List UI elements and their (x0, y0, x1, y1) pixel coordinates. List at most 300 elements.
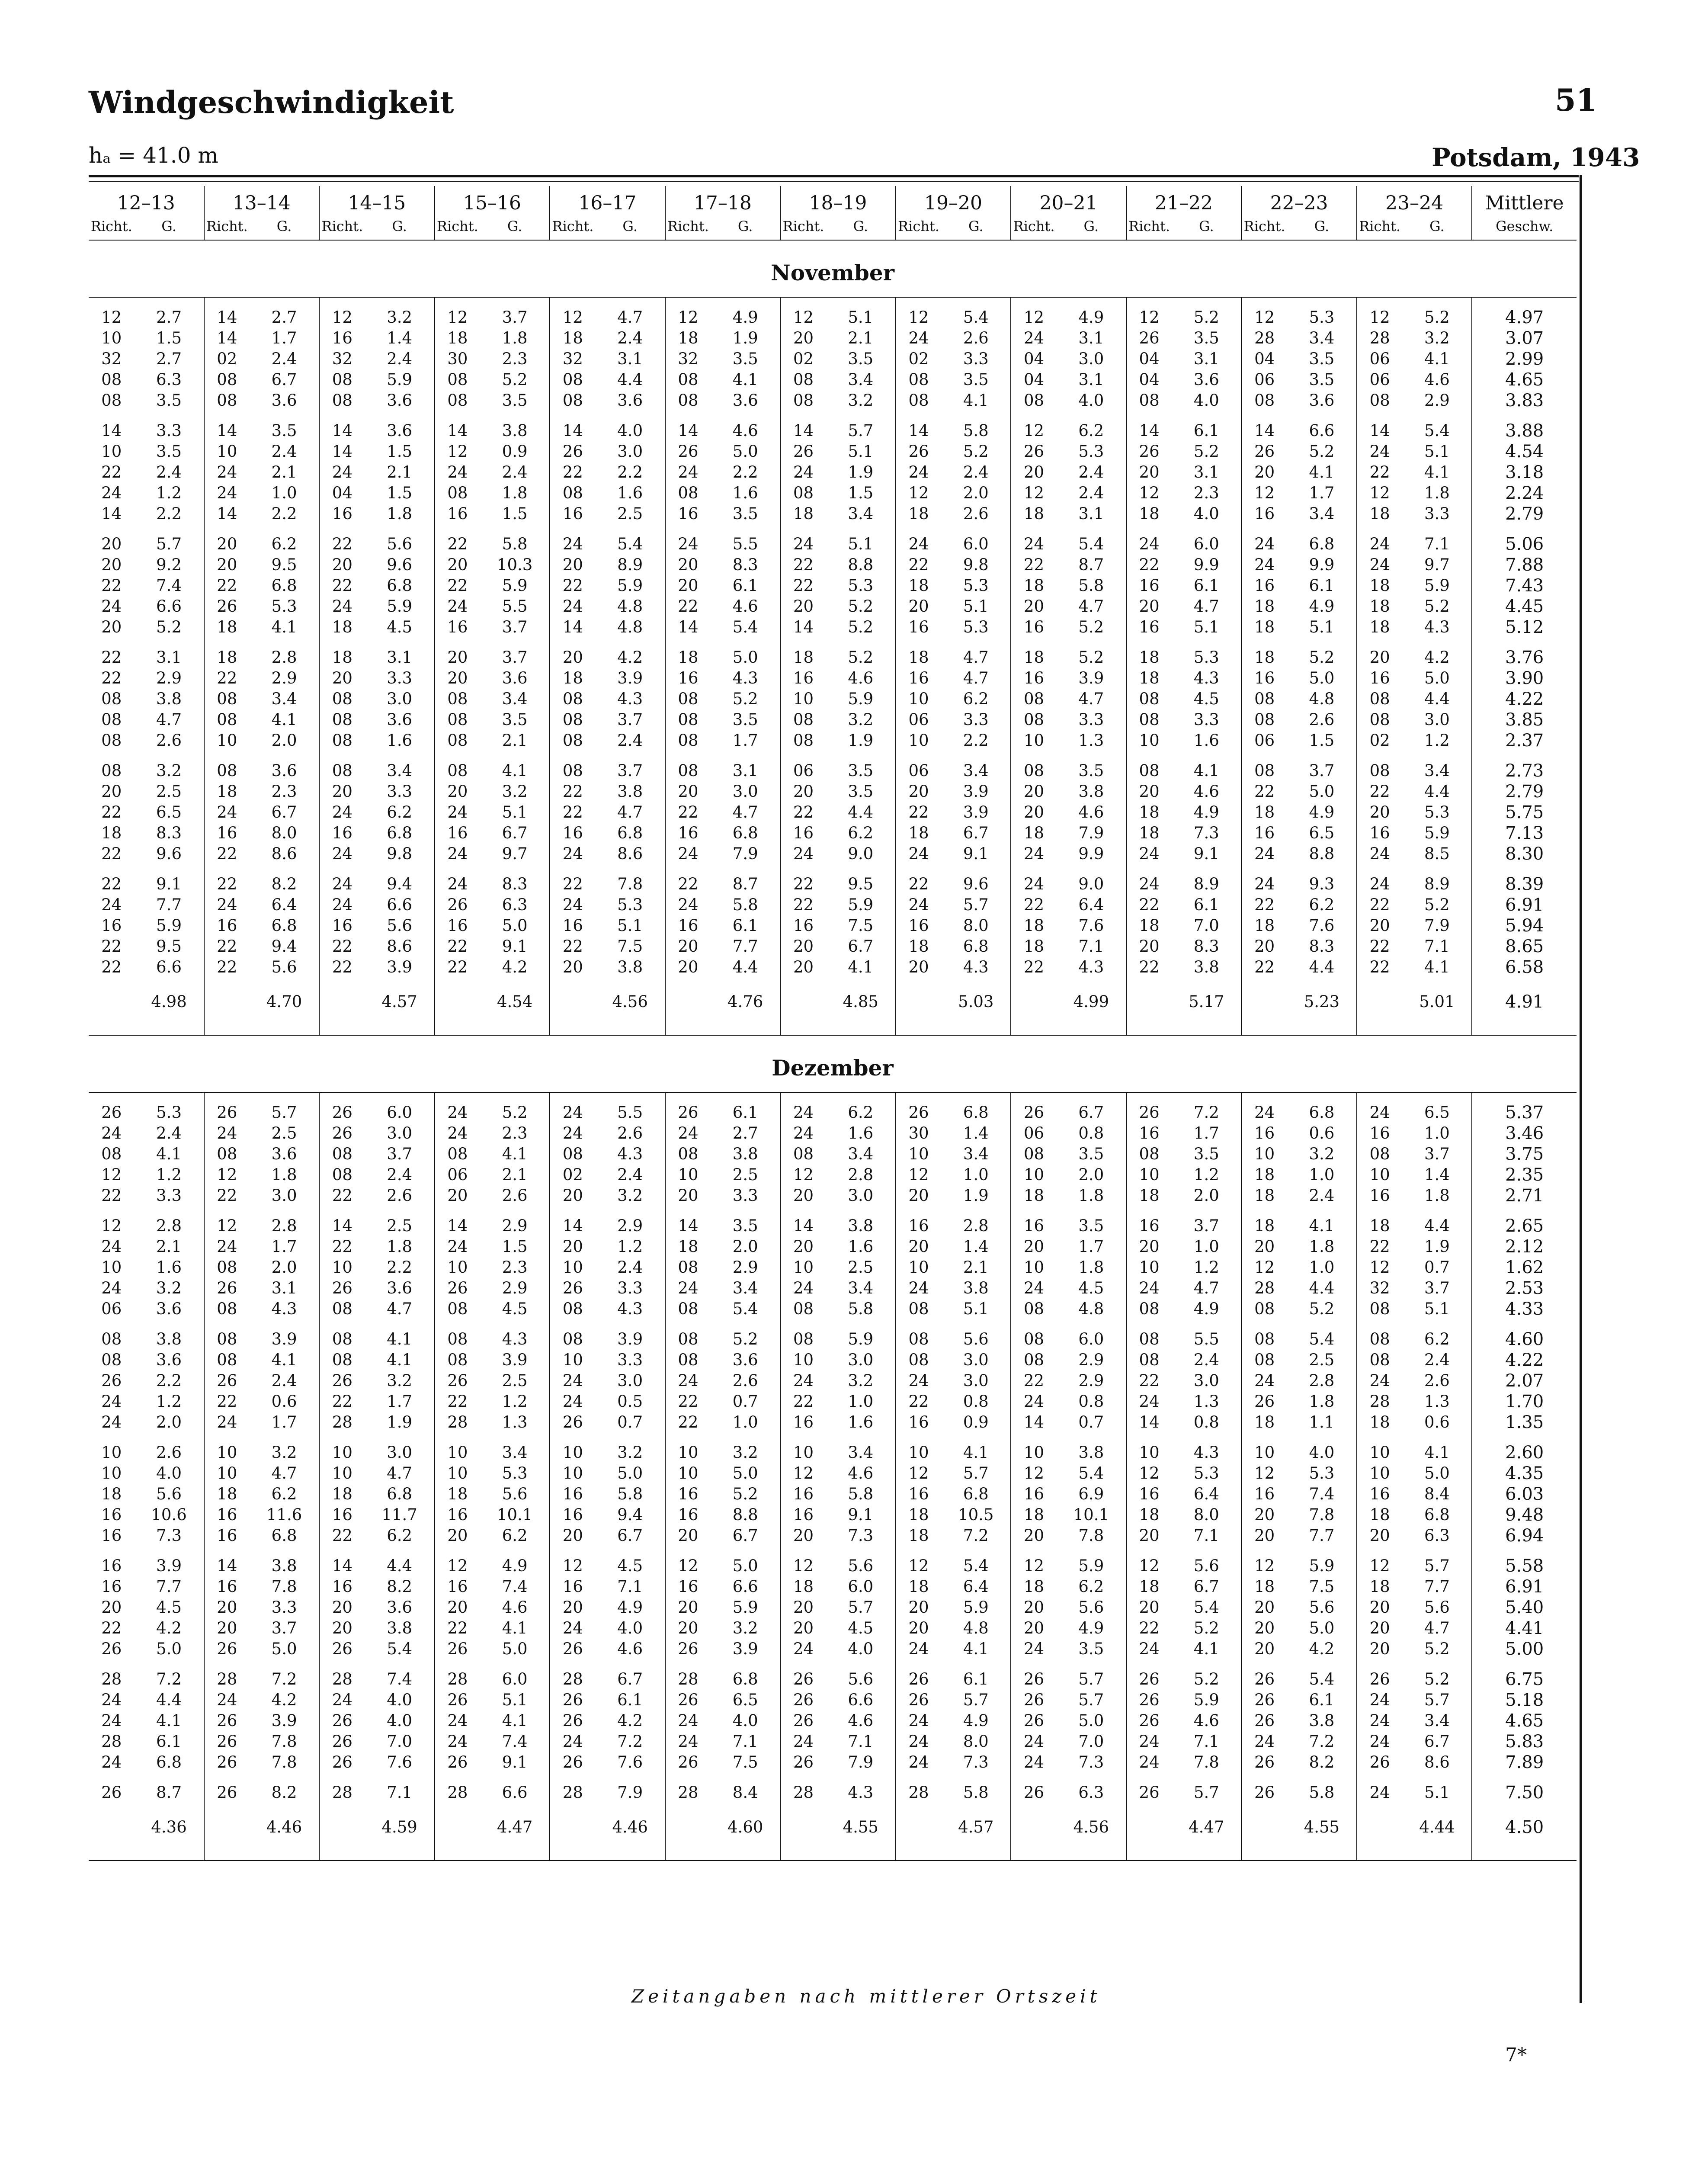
speed-cell: 4.4 (711, 957, 780, 978)
speed-cell: 5.8 (1057, 575, 1126, 596)
direction-cell: 16 (1024, 669, 1045, 687)
direction-header: Richt. (896, 216, 942, 240)
day-row (89, 689, 1577, 709)
speed-cell: 3.2 (826, 390, 896, 411)
spacer-cell (365, 297, 435, 307)
speed-cell: 3.4 (826, 1278, 896, 1299)
speed-cell: 3.2 (711, 1618, 780, 1639)
direction-cell: 08 (1369, 710, 1390, 729)
spacer-cell (1057, 1433, 1126, 1442)
spacer-cell (1472, 1843, 1577, 1861)
speed-cell: 4.9 (1057, 307, 1126, 328)
spacer-cell (1472, 1092, 1577, 1102)
direction-cell: 16 (1369, 1485, 1390, 1503)
direction-cell: 30 (908, 1124, 929, 1142)
speed-cell: 3.7 (480, 647, 550, 668)
direction-cell: 10 (217, 731, 237, 750)
spacer-cell (135, 1773, 204, 1782)
speed-cell: 5.8 (941, 1782, 1011, 1803)
speed-cell: 4.1 (1402, 462, 1472, 483)
day-row (89, 1102, 1577, 1123)
speed-cell: 4.9 (1172, 1299, 1241, 1319)
spacer-cell (711, 1773, 780, 1782)
spacer-cell (941, 638, 1011, 647)
direction-cell: 12 (793, 308, 814, 327)
spacer-cell (1472, 1546, 1577, 1556)
direction-cell: 16 (217, 916, 237, 935)
speed-cell: 8.6 (365, 936, 435, 957)
direction-header: Richt. (319, 216, 365, 240)
day-row (89, 844, 1577, 864)
direction-cell: 16 (1369, 1186, 1390, 1205)
speed-cell: 1.5 (365, 483, 435, 504)
direction-cell: 22 (1254, 958, 1275, 976)
direction-cell: 18 (1254, 916, 1275, 935)
direction-cell: 24 (101, 484, 122, 502)
speed-cell: 6.2 (826, 1102, 896, 1123)
spacer-cell (1057, 1546, 1126, 1556)
direction-cell: 26 (1139, 442, 1160, 461)
speed-cell: 3.6 (365, 709, 435, 730)
speed-cell: 8.6 (250, 844, 319, 864)
speed-cell: 1.9 (826, 462, 896, 483)
direction-cell: 20 (1139, 937, 1160, 956)
direction-cell: 24 (908, 329, 929, 347)
speed-cell: 6.7 (1172, 1576, 1241, 1597)
speed-cell: 4.0 (365, 1690, 435, 1711)
speed-cell: 6.4 (250, 895, 319, 915)
spacer-cell (1011, 1773, 1057, 1782)
daily-mean-cell: 5.40 (1472, 1597, 1577, 1618)
speed-cell: 3.3 (135, 1185, 204, 1206)
spacer-cell (135, 1659, 204, 1669)
direction-cell: 24 (793, 535, 814, 553)
speed-cell: 3.6 (365, 390, 435, 411)
direction-cell: 24 (562, 535, 583, 553)
speed-cell: 3.7 (1287, 761, 1357, 781)
speed-cell: 5.2 (711, 689, 780, 709)
spacer-cell (204, 638, 250, 647)
spacer-cell (941, 1206, 1011, 1216)
direction-cell: 26 (1254, 1783, 1275, 1802)
direction-cell: 12 (1024, 308, 1045, 327)
day-row (89, 1329, 1577, 1350)
group-spacer (89, 751, 1577, 761)
spacer-cell (89, 1433, 135, 1442)
speed-cell: 8.2 (1287, 1752, 1357, 1773)
spacer-cell (550, 1546, 596, 1556)
spacer-cell (711, 751, 780, 761)
speed-cell: 7.1 (1402, 534, 1472, 555)
direction-cell: 08 (562, 731, 583, 750)
direction-cell: 22 (101, 844, 122, 863)
direction-cell: 12 (101, 1216, 122, 1235)
direction-cell: 26 (447, 1371, 468, 1390)
spacer-cell (1287, 524, 1357, 534)
speed-header: G. (1402, 216, 1472, 240)
direction-cell: 24 (793, 1371, 814, 1390)
direction-cell: 10 (1024, 1443, 1045, 1462)
direction-cell: 22 (908, 875, 929, 893)
direction-cell: 26 (562, 1711, 583, 1730)
spacer-cell (204, 1319, 250, 1329)
speed-cell: 4.1 (250, 1350, 319, 1370)
spacer-cell (711, 864, 780, 874)
spacer-cell (1172, 1546, 1241, 1556)
spacer-cell (319, 1773, 365, 1782)
direction-cell: 24 (908, 1279, 929, 1297)
direction-cell: 08 (1139, 1300, 1160, 1318)
direction-cell: 12 (1024, 1464, 1045, 1483)
direction-cell: 16 (678, 1505, 699, 1524)
spacer-cell (711, 1092, 780, 1102)
daily-mean-cell: 6.03 (1472, 1484, 1577, 1505)
direction-cell: 20 (793, 1526, 814, 1545)
direction-cell: 22 (217, 937, 237, 956)
daily-mean-cell: 4.54 (1472, 441, 1577, 462)
speed-cell: 5.7 (941, 895, 1011, 915)
empty-cell (1357, 1803, 1403, 1843)
speed-cell: 7.3 (135, 1525, 204, 1546)
spacer-cell (480, 297, 550, 307)
direction-cell: 12 (447, 442, 468, 461)
speed-cell: 2.8 (941, 1216, 1011, 1236)
speed-cell: 4.0 (365, 1711, 435, 1731)
daily-mean-cell: 3.76 (1472, 647, 1577, 668)
speed-cell: 6.2 (365, 1525, 435, 1546)
direction-cell: 04 (1139, 350, 1160, 368)
direction-cell: 14 (101, 504, 122, 523)
month-heading: Dezember (89, 1035, 1577, 1092)
speed-cell: 1.8 (250, 1165, 319, 1185)
direction-cell: 24 (1369, 1371, 1390, 1390)
speed-cell: 7.2 (250, 1669, 319, 1690)
direction-cell: 26 (678, 1691, 699, 1709)
spacer-cell (89, 1773, 135, 1782)
direction-cell: 24 (101, 895, 122, 914)
spacer-cell (135, 1433, 204, 1442)
direction-cell: 10 (101, 329, 122, 347)
speed-cell: 4.1 (480, 1618, 550, 1639)
speed-cell: 0.9 (480, 441, 550, 462)
direction-cell: 18 (1254, 618, 1275, 636)
direction-cell: 14 (793, 1216, 814, 1235)
spacer-cell (1126, 1092, 1172, 1102)
day-row (89, 1123, 1577, 1144)
direction-cell: 18 (1254, 1577, 1275, 1596)
direction-cell: 14 (1139, 421, 1160, 440)
empty-cell (204, 1803, 250, 1843)
direction-cell: 10 (1254, 1145, 1275, 1163)
speed-cell: 6.3 (1402, 1525, 1472, 1546)
speed-cell: 2.5 (711, 1165, 780, 1185)
direction-header: Richt. (1126, 216, 1172, 240)
group-spacer (89, 638, 1577, 647)
speed-cell: 3.3 (250, 1597, 319, 1618)
spacer-cell (319, 638, 365, 647)
spacer-cell (1241, 524, 1287, 534)
speed-cell: 3.4 (1402, 761, 1472, 781)
spacer-cell (1357, 297, 1403, 307)
direction-cell: 10 (1254, 1443, 1275, 1462)
empty-cell (204, 978, 250, 1017)
direction-cell: 26 (562, 1691, 583, 1709)
speed-cell: 3.8 (365, 1618, 435, 1639)
month-heading-row (89, 1035, 1577, 1092)
direction-cell: 08 (562, 690, 583, 708)
direction-cell: 16 (332, 916, 352, 935)
direction-cell: 08 (332, 731, 352, 750)
direction-cell: 22 (332, 535, 352, 553)
hourly-mean-cell: 4.85 (826, 978, 896, 1017)
speed-cell: 2.2 (711, 462, 780, 483)
speed-cell: 5.0 (480, 1639, 550, 1659)
direction-cell: 12 (562, 1556, 583, 1575)
spacer-cell (435, 638, 481, 647)
spacer-cell (550, 1319, 596, 1329)
speed-cell: 5.8 (480, 534, 550, 555)
speed-cell: 4.2 (250, 1690, 319, 1711)
direction-cell: 16 (678, 504, 699, 523)
direction-cell: 22 (447, 1619, 468, 1637)
spacer-cell (1357, 524, 1403, 534)
speed-cell: 2.4 (596, 1257, 665, 1278)
spacer-cell (826, 1319, 896, 1329)
direction-cell: 22 (332, 1526, 352, 1545)
speed-cell: 9.0 (1057, 874, 1126, 895)
direction-cell: 08 (332, 370, 352, 389)
speed-cell: 4.2 (135, 1618, 204, 1639)
direction-cell: 18 (1254, 1165, 1275, 1184)
speed-cell: 6.6 (135, 596, 204, 617)
direction-cell: 20 (447, 669, 468, 687)
direction-cell: 26 (217, 1783, 237, 1802)
speed-cell: 4.3 (1172, 1442, 1241, 1463)
direction-cell: 18 (1254, 597, 1275, 616)
direction-cell: 24 (447, 1124, 468, 1142)
day-row (89, 462, 1577, 483)
hourly-mean-cell: 4.70 (250, 978, 319, 1017)
direction-cell: 24 (678, 844, 699, 863)
speed-cell: 5.1 (1402, 1299, 1472, 1319)
daily-mean-cell: 5.06 (1472, 534, 1577, 555)
direction-cell: 08 (1024, 690, 1045, 708)
direction-cell: 08 (793, 731, 814, 750)
speed-cell: 4.4 (1287, 1278, 1357, 1299)
spacer-cell (941, 297, 1011, 307)
direction-cell: 14 (101, 421, 122, 440)
speed-cell: 3.9 (596, 1329, 665, 1350)
direction-cell: 16 (1254, 504, 1275, 523)
spacer-cell (204, 1659, 250, 1669)
speed-cell: 1.5 (135, 328, 204, 349)
direction-cell: 16 (447, 824, 468, 842)
day-row (89, 1391, 1577, 1412)
direction-cell: 18 (562, 669, 583, 687)
direction-cell: 16 (908, 1413, 929, 1431)
speed-cell: 9.3 (1287, 874, 1357, 895)
speed-cell: 4.1 (480, 1711, 550, 1731)
direction-cell: 16 (332, 824, 352, 842)
direction-cell: 22 (217, 576, 237, 595)
direction-cell: 08 (217, 761, 237, 780)
spacer-cell (596, 751, 665, 761)
spacer-cell (826, 864, 896, 874)
direction-cell: 12 (217, 1216, 237, 1235)
direction-cell: 22 (1139, 1619, 1160, 1637)
speed-cell: 7.1 (1402, 936, 1472, 957)
spacer-cell (665, 1843, 711, 1861)
speed-cell: 4.1 (135, 1144, 204, 1165)
speed-cell: 4.5 (1172, 689, 1241, 709)
speed-cell: 3.5 (711, 349, 780, 369)
direction-cell: 20 (1024, 1526, 1045, 1545)
speed-cell: 3.8 (596, 781, 665, 802)
spacer-cell (780, 864, 826, 874)
hourly-mean-cell: 4.46 (250, 1803, 319, 1843)
direction-cell: 16 (101, 1556, 122, 1575)
direction-cell: 16 (562, 1485, 583, 1503)
day-row (89, 390, 1577, 411)
spacer-cell (896, 1773, 942, 1782)
speed-cell: 5.6 (365, 534, 435, 555)
spacer-cell (780, 1017, 826, 1035)
direction-header: Richt. (550, 216, 596, 240)
daily-mean-cell: 7.89 (1472, 1752, 1577, 1773)
direction-cell: 22 (1139, 1371, 1160, 1390)
hour-header: 22–23 (1241, 186, 1357, 216)
direction-cell: 28 (678, 1670, 699, 1688)
speed-cell: 1.8 (1402, 1185, 1472, 1206)
direction-cell: 22 (101, 803, 122, 822)
spacer-cell (1357, 411, 1403, 420)
speed-cell: 2.9 (480, 1216, 550, 1236)
speed-cell: 3.0 (711, 781, 780, 802)
speed-cell: 2.2 (135, 1370, 204, 1391)
spacer-cell (596, 1843, 665, 1861)
speed-cell: 3.9 (480, 1350, 550, 1370)
spacer-cell (1287, 751, 1357, 761)
speed-cell: 5.0 (711, 1556, 780, 1576)
speed-cell: 3.0 (941, 1350, 1011, 1370)
speed-cell: 2.3 (1172, 483, 1241, 504)
direction-cell: 20 (562, 1237, 583, 1256)
speed-cell: 3.5 (826, 349, 896, 369)
speed-cell: 1.3 (1057, 730, 1126, 751)
direction-cell: 24 (101, 1691, 122, 1709)
speed-cell: 4.1 (1402, 1442, 1472, 1463)
direction-cell: 24 (217, 1237, 237, 1256)
direction-cell: 18 (1254, 803, 1275, 822)
day-row (89, 1412, 1577, 1433)
daily-mean-cell: 2.73 (1472, 761, 1577, 781)
direction-cell: 10 (332, 1443, 352, 1462)
speed-cell: 2.4 (941, 462, 1011, 483)
direction-cell: 16 (1139, 618, 1160, 636)
spacer-cell (480, 524, 550, 534)
direction-cell: 18 (1369, 1505, 1390, 1524)
direction-cell: 12 (1369, 484, 1390, 502)
speed-cell: 3.8 (135, 689, 204, 709)
day-row (89, 369, 1577, 390)
spacer-cell (1126, 1843, 1172, 1861)
direction-cell: 24 (1369, 442, 1390, 461)
speed-cell: 9.4 (596, 1505, 665, 1525)
direction-cell: 16 (1139, 1485, 1160, 1503)
direction-cell: 24 (1254, 555, 1275, 574)
speed-cell: 3.3 (941, 349, 1011, 369)
direction-cell: 16 (1024, 618, 1045, 636)
spacer-cell (1402, 1319, 1472, 1329)
spacer-cell (1126, 864, 1172, 874)
spacer-cell (665, 1659, 711, 1669)
hourly-mean-cell: 4.46 (596, 1803, 665, 1843)
speed-cell: 6.3 (1057, 1782, 1126, 1803)
spacer-cell (1126, 1206, 1172, 1216)
speed-cell: 4.1 (1172, 761, 1241, 781)
speed-cell: 5.0 (596, 1463, 665, 1484)
direction-cell: 26 (908, 1670, 929, 1688)
direction-cell: 20 (678, 555, 699, 574)
direction-cell: 12 (1254, 1464, 1275, 1483)
direction-header: Richt. (1011, 216, 1057, 240)
spacer-cell (711, 638, 780, 647)
speed-cell: 6.6 (135, 957, 204, 978)
speed-cell: 1.2 (596, 1236, 665, 1257)
direction-cell: 08 (101, 710, 122, 729)
direction-cell: 08 (1024, 710, 1045, 729)
direction-cell: 22 (562, 463, 583, 481)
speed-cell: 1.3 (1402, 1391, 1472, 1412)
speed-cell: 4.3 (250, 1299, 319, 1319)
speed-cell: 5.7 (1402, 1690, 1472, 1711)
hour-header: 13–14 (204, 186, 320, 216)
speed-cell: 3.0 (941, 1370, 1011, 1391)
direction-cell: 08 (1254, 1351, 1275, 1369)
direction-cell: 18 (1139, 504, 1160, 523)
hour-header: 12–13 (89, 186, 204, 216)
speed-cell: 1.8 (1287, 1391, 1357, 1412)
direction-cell: 20 (793, 958, 814, 976)
spacer-cell (319, 1206, 365, 1216)
speed-cell: 2.1 (365, 462, 435, 483)
speed-cell: 6.0 (480, 1669, 550, 1690)
speed-cell: 1.5 (480, 1236, 550, 1257)
direction-cell: 12 (1254, 308, 1275, 327)
direction-cell: 18 (793, 504, 814, 523)
day-row (89, 823, 1577, 844)
speed-header: G. (711, 216, 780, 240)
spacer-cell (135, 1319, 204, 1329)
speed-cell: 1.7 (250, 1236, 319, 1257)
speed-cell: 5.6 (250, 957, 319, 978)
direction-cell: 20 (678, 958, 699, 976)
speed-cell: 1.0 (941, 1165, 1011, 1185)
speed-cell: 5.1 (941, 596, 1011, 617)
speed-cell: 3.4 (1287, 504, 1357, 524)
spacer-cell (135, 1546, 204, 1556)
speed-cell: 3.9 (596, 668, 665, 689)
direction-cell: 22 (447, 576, 468, 595)
spacer-cell (1287, 1092, 1357, 1102)
speed-cell: 5.1 (826, 441, 896, 462)
speed-cell: 3.2 (135, 761, 204, 781)
direction-cell: 24 (1369, 1732, 1390, 1751)
direction-cell: 20 (678, 1598, 699, 1617)
speed-cell: 4.6 (826, 1711, 896, 1731)
speed-cell: 9.9 (1287, 555, 1357, 575)
speed-header: G. (480, 216, 550, 240)
